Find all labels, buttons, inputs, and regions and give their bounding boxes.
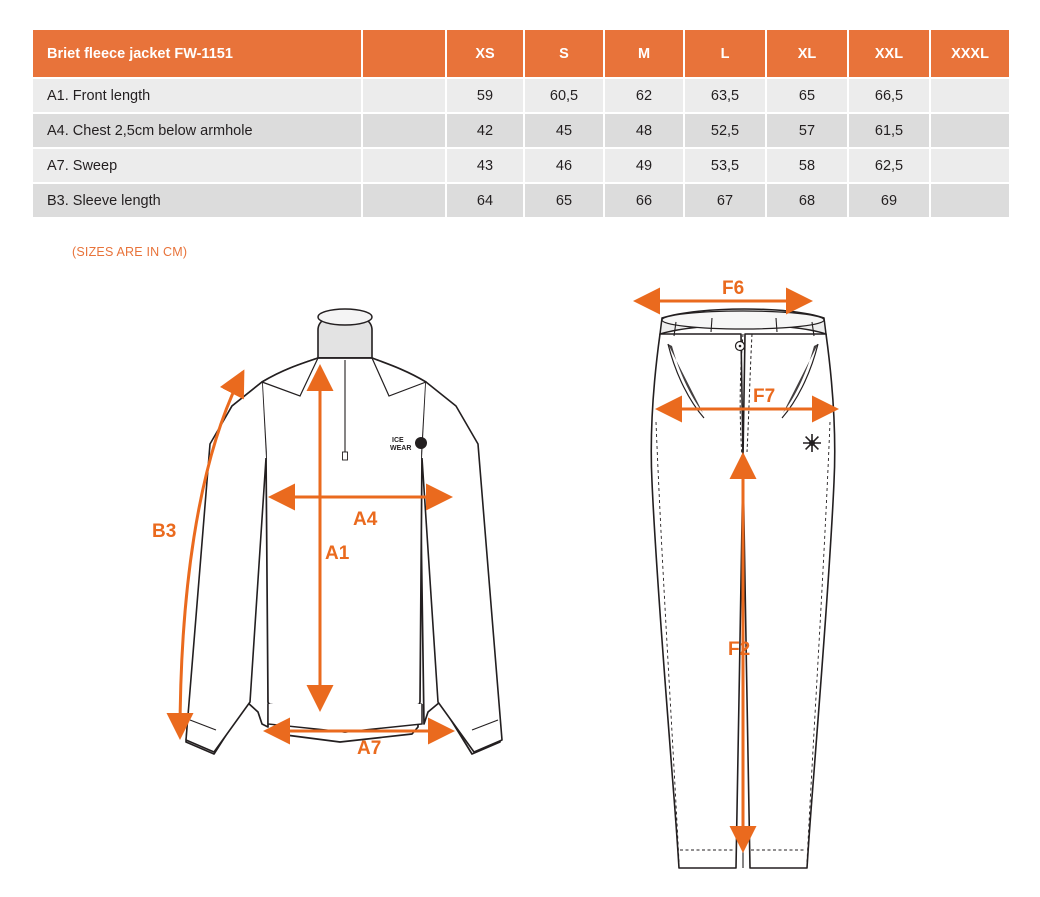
jacket-illustration bbox=[186, 309, 502, 754]
spacer-cell bbox=[362, 148, 446, 183]
measurement-label: A1. Front length bbox=[32, 78, 362, 113]
value-xxl: 61,5 bbox=[848, 113, 930, 148]
spacer-cell bbox=[362, 78, 446, 113]
value-s: 60,5 bbox=[524, 78, 604, 113]
value-xl: 58 bbox=[766, 148, 848, 183]
value-s: 45 bbox=[524, 113, 604, 148]
value-xs: 64 bbox=[446, 183, 524, 218]
value-xxl: 69 bbox=[848, 183, 930, 218]
value-xxxl bbox=[930, 148, 1010, 183]
table-row bbox=[32, 78, 1010, 113]
spacer-header bbox=[362, 29, 446, 78]
snowflake-icon bbox=[803, 434, 821, 452]
measurement-label: A4. Chest 2,5cm below armhole bbox=[32, 113, 362, 148]
value-l: 53,5 bbox=[684, 148, 766, 183]
value-m: 48 bbox=[604, 113, 684, 148]
table-header bbox=[32, 29, 1010, 78]
measurement-label: B3. Sleeve length bbox=[32, 183, 362, 218]
dim-label-a4: A4 bbox=[353, 509, 378, 530]
value-xs: 42 bbox=[446, 113, 524, 148]
spacer-cell bbox=[362, 183, 446, 218]
measurement-label: A7. Sweep bbox=[32, 148, 362, 183]
dim-label-f2: F2 bbox=[728, 639, 751, 660]
value-xl: 57 bbox=[766, 113, 848, 148]
size-header-xs: XS bbox=[446, 29, 524, 78]
value-m: 49 bbox=[604, 148, 684, 183]
value-l: 63,5 bbox=[684, 78, 766, 113]
size-header-xxxl: XXXL bbox=[930, 29, 1010, 78]
table-body bbox=[32, 78, 1010, 218]
value-l: 52,5 bbox=[684, 113, 766, 148]
value-m: 62 bbox=[604, 78, 684, 113]
value-xxxl bbox=[930, 78, 1010, 113]
brand-line-1: ICE bbox=[392, 437, 404, 444]
size-header-m: M bbox=[604, 29, 684, 78]
value-xxl: 66,5 bbox=[848, 78, 930, 113]
value-l: 67 bbox=[684, 183, 766, 218]
table-row bbox=[32, 113, 1010, 148]
dim-label-b3: B3 bbox=[152, 521, 177, 542]
value-s: 46 bbox=[524, 148, 604, 183]
table-row bbox=[32, 148, 1010, 183]
dim-label-a1: A1 bbox=[325, 543, 350, 564]
size-header-xxl: XXL bbox=[848, 29, 930, 78]
value-m: 66 bbox=[604, 183, 684, 218]
table-row bbox=[32, 183, 1010, 218]
size-header-xl: XL bbox=[766, 29, 848, 78]
dim-label-f7: F7 bbox=[753, 386, 776, 407]
units-note: (SIZES ARE IN CM) bbox=[72, 245, 188, 259]
size-header-l: L bbox=[684, 29, 766, 78]
value-xxl: 62,5 bbox=[848, 148, 930, 183]
size-table bbox=[31, 28, 1011, 219]
dim-label-a7: A7 bbox=[357, 738, 382, 759]
value-xxxl bbox=[930, 183, 1010, 218]
value-xl: 68 bbox=[766, 183, 848, 218]
size-header-s: S bbox=[524, 29, 604, 78]
measurement-diagrams bbox=[0, 272, 1040, 892]
value-xl: 65 bbox=[766, 78, 848, 113]
product-title-header: Briet fleece jacket FW-1151 bbox=[32, 29, 362, 78]
value-xs: 43 bbox=[446, 148, 524, 183]
table-header-row bbox=[32, 29, 1010, 78]
spacer-cell bbox=[362, 113, 446, 148]
dim-label-f6: F6 bbox=[722, 278, 745, 299]
diagram-area bbox=[0, 272, 1040, 892]
brand-line-2: WEAR bbox=[390, 445, 412, 452]
value-s: 65 bbox=[524, 183, 604, 218]
value-xs: 59 bbox=[446, 78, 524, 113]
value-xxxl bbox=[930, 113, 1010, 148]
